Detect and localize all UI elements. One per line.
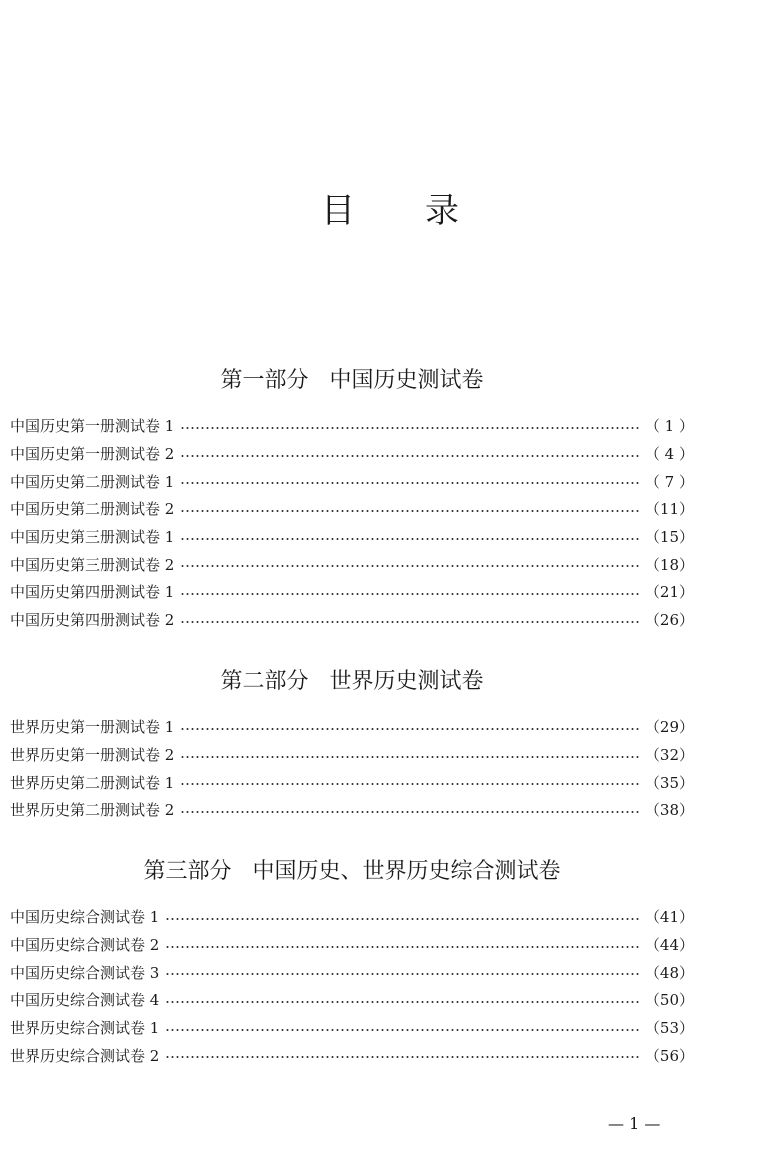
toc-entry[interactable] xyxy=(10,606,694,634)
toc-entry[interactable] xyxy=(10,523,694,551)
toc-entry-list xyxy=(10,713,694,824)
toc-entry-label: 中国历史第四册测试卷 1 xyxy=(10,583,175,602)
toc-entry[interactable] xyxy=(10,412,694,440)
page-number: — 1 — xyxy=(608,1114,661,1133)
toc-entry-page: （38） xyxy=(644,801,694,820)
toc-entry-page: （21） xyxy=(644,583,694,602)
dot-leader xyxy=(180,538,639,540)
toc-entry[interactable] xyxy=(10,903,694,931)
toc-entry-label: 中国历史第二册测试卷 1 xyxy=(10,472,175,491)
toc-entry-page: （56） xyxy=(644,1046,694,1065)
toc-section-3 xyxy=(10,855,694,1069)
toc-entry-label: 世界历史第二册测试卷 2 xyxy=(10,801,175,820)
dot-leader xyxy=(180,427,639,429)
toc-entry[interactable] xyxy=(10,958,694,986)
dot-leader xyxy=(180,783,639,785)
page-title: 目录 xyxy=(321,191,529,231)
toc-entry-label: 中国历史综合测试卷 4 xyxy=(10,991,160,1010)
dot-leader xyxy=(180,455,639,457)
toc-entry-label: 中国历史综合测试卷 1 xyxy=(10,908,160,927)
dot-leader xyxy=(165,1056,639,1058)
toc-entry-label: 中国历史综合测试卷 2 xyxy=(10,936,160,955)
toc-entry[interactable] xyxy=(10,495,694,523)
toc-entry[interactable] xyxy=(10,1041,694,1069)
toc-entry-page: （11） xyxy=(644,500,694,519)
toc-entry[interactable] xyxy=(10,768,694,796)
dot-leader xyxy=(180,728,639,730)
toc-entry-label: 中国历史第三册测试卷 2 xyxy=(10,555,175,574)
toc-entry[interactable] xyxy=(10,578,694,606)
toc-entry-label: 中国历史第四册测试卷 2 xyxy=(10,611,175,630)
dot-leader xyxy=(180,593,639,595)
dot-leader xyxy=(180,510,639,512)
dot-leader xyxy=(165,973,639,975)
toc-entry-list xyxy=(10,903,694,1069)
toc-section-2 xyxy=(10,665,694,824)
toc-entry-page: （ 7 ） xyxy=(644,472,694,491)
toc-entry-label: 世界历史第一册测试卷 2 xyxy=(10,746,175,765)
dot-leader xyxy=(165,946,639,948)
toc-entry[interactable] xyxy=(10,741,694,769)
dot-leader xyxy=(180,565,639,567)
toc-entry-page: （50） xyxy=(644,991,694,1010)
toc-entry-label: 中国历史第一册测试卷 1 xyxy=(10,417,175,436)
dot-leader xyxy=(180,621,639,623)
toc-entry-label: 中国历史第二册测试卷 2 xyxy=(10,500,175,519)
toc-entry-label: 世界历史综合测试卷 1 xyxy=(10,1019,160,1038)
dot-leader xyxy=(165,918,639,920)
toc-entry-page: （53） xyxy=(644,1019,694,1038)
toc-entry[interactable] xyxy=(10,467,694,495)
toc-entry-label: 世界历史第二册测试卷 1 xyxy=(10,773,175,792)
toc-entry[interactable] xyxy=(10,550,694,578)
dot-leader xyxy=(180,811,639,813)
toc-entry-label: 世界历史综合测试卷 2 xyxy=(10,1046,160,1065)
toc-entry-label: 中国历史第三册测试卷 1 xyxy=(10,528,175,547)
toc-entry-label: 中国历史第一册测试卷 2 xyxy=(10,445,175,464)
toc-entry-page: （15） xyxy=(644,528,694,547)
toc-entry-page: （35） xyxy=(644,773,694,792)
dot-leader xyxy=(180,482,639,484)
toc-entry-page: （ 4 ） xyxy=(644,445,694,464)
toc-entry[interactable] xyxy=(10,440,694,468)
dot-leader xyxy=(180,756,639,758)
toc-entry[interactable] xyxy=(10,986,694,1014)
toc-entry[interactable] xyxy=(10,1014,694,1042)
toc-entry-page: （18） xyxy=(644,555,694,574)
toc-entry-page: （32） xyxy=(644,746,694,765)
toc-entry-page: （41） xyxy=(644,908,694,927)
toc-entry-label: 中国历史综合测试卷 3 xyxy=(10,963,160,982)
toc-section-1 xyxy=(10,364,694,634)
toc-entry-page: （29） xyxy=(644,718,694,737)
toc-entry[interactable] xyxy=(10,931,694,959)
toc-entry-list xyxy=(10,412,694,634)
toc-entry[interactable] xyxy=(10,796,694,824)
section-heading: 第三部分 中国历史、世界历史综合测试卷 xyxy=(143,859,561,884)
toc-entry-page: （48） xyxy=(644,963,694,982)
section-heading: 第二部分 世界历史测试卷 xyxy=(220,669,484,694)
toc-entry-page: （ 1 ） xyxy=(644,417,694,436)
toc-entry[interactable] xyxy=(10,713,694,741)
toc-entry-label: 世界历史第一册测试卷 1 xyxy=(10,718,175,737)
toc-entry-page: （44） xyxy=(644,936,694,955)
toc-entry-page: （26） xyxy=(644,611,694,630)
dot-leader xyxy=(165,1029,639,1031)
section-heading: 第一部分 中国历史测试卷 xyxy=(220,368,484,393)
dot-leader xyxy=(165,1001,639,1003)
